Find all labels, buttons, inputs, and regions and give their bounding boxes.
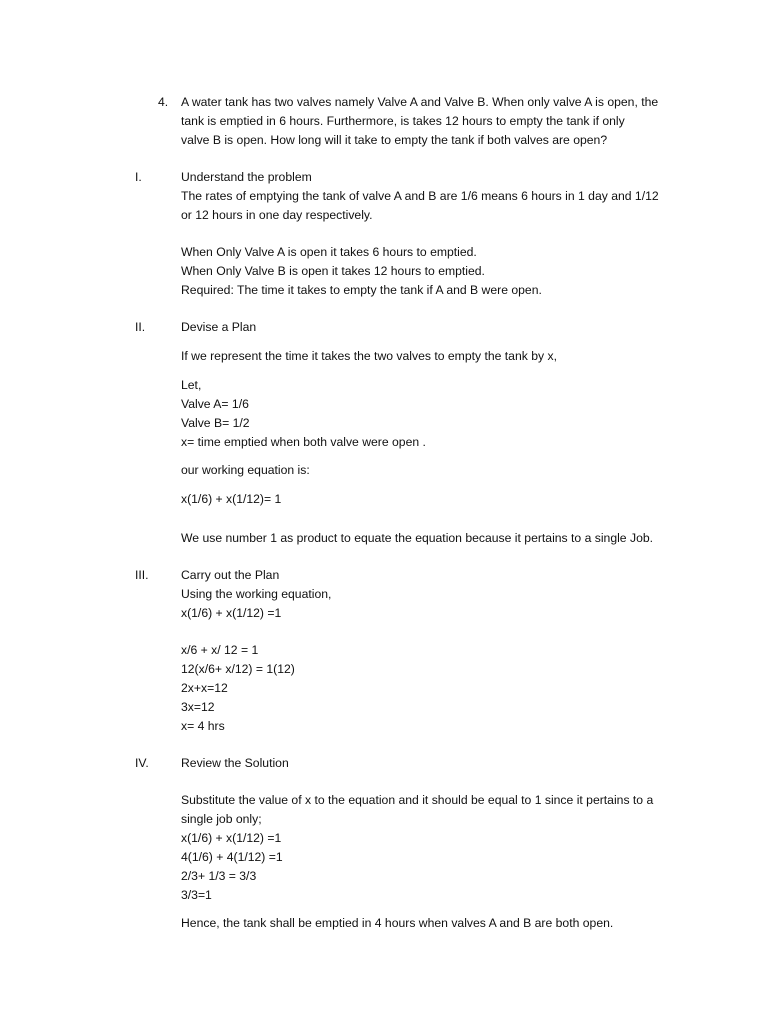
section-line: our working equation is: bbox=[181, 463, 310, 477]
equation: 3x=12 bbox=[181, 700, 215, 714]
section-line: Required: The time it takes to empty the tank if A and B were open. bbox=[181, 283, 542, 297]
section-heading: Review the Solution bbox=[181, 756, 289, 770]
section-line: single job only; bbox=[181, 812, 262, 826]
section-numeral: III. bbox=[135, 568, 149, 582]
equation: x(1/6) + x(1/12)= 1 bbox=[181, 492, 282, 506]
equation: 2/3+ 1/3 = 3/3 bbox=[181, 869, 257, 883]
section-line: We use number 1 as product to equate the equation because it pertains to a single Job. bbox=[181, 531, 654, 545]
equation: x(1/6) + x(1/12) =1 bbox=[181, 606, 282, 620]
equation: x= 4 hrs bbox=[181, 719, 225, 733]
equation: x(1/6) + x(1/12) =1 bbox=[181, 831, 282, 845]
section-line: or 12 hours in one day respectively. bbox=[181, 208, 373, 222]
section-line: Valve B= 1/2 bbox=[181, 416, 250, 430]
section-line: Let, bbox=[181, 378, 202, 392]
equation: 4(1/6) + 4(1/12) =1 bbox=[181, 850, 283, 864]
section-line: When Only Valve A is open it takes 6 hours to emptied. bbox=[181, 245, 477, 259]
section-line: When Only Valve B is open it takes 12 hours to emptied. bbox=[181, 264, 485, 278]
section-numeral: II. bbox=[135, 320, 146, 334]
equation: x/6 + x/ 12 = 1 bbox=[181, 643, 259, 657]
section-line: Substitute the value of x to the equation and it should be equal to 1 since it pertains to a bbox=[181, 793, 654, 807]
problem-line: A water tank has two valves namely Valve A and Valve B. When only valve A is open, the bbox=[181, 95, 659, 109]
problem-line: tank is emptied in 6 hours. Furthermore, is takes 12 hours to empty the tank if only bbox=[181, 114, 625, 128]
section-line: The rates of emptying the tank of valve A and B are 1/6 means 6 hours in 1 day and 1/12 bbox=[181, 189, 659, 203]
problem-line: valve B is open. How long will it take to empty the tank if both valves are open? bbox=[181, 133, 608, 147]
equation: 3/3=1 bbox=[181, 888, 212, 902]
section-line: x= time emptied when both valve were open . bbox=[181, 435, 426, 449]
equation: 12(x/6+ x/12) = 1(12) bbox=[181, 662, 295, 676]
section-heading: Devise a Plan bbox=[181, 320, 257, 334]
conclusion: Hence, the tank shall be emptied in 4 hours when valves A and B are both open. bbox=[181, 916, 614, 930]
section-line: If we represent the time it takes the two valves to empty the tank by x, bbox=[181, 349, 557, 363]
equation: 2x+x=12 bbox=[181, 681, 228, 695]
section-heading: Understand the problem bbox=[181, 170, 312, 184]
problem-number: 4. bbox=[158, 95, 169, 109]
section-line: Valve A= 1/6 bbox=[181, 397, 249, 411]
section-numeral: I. bbox=[135, 170, 142, 184]
section-heading: Carry out the Plan bbox=[181, 568, 280, 582]
section-numeral: IV. bbox=[135, 756, 149, 770]
section-line: Using the working equation, bbox=[181, 587, 332, 601]
